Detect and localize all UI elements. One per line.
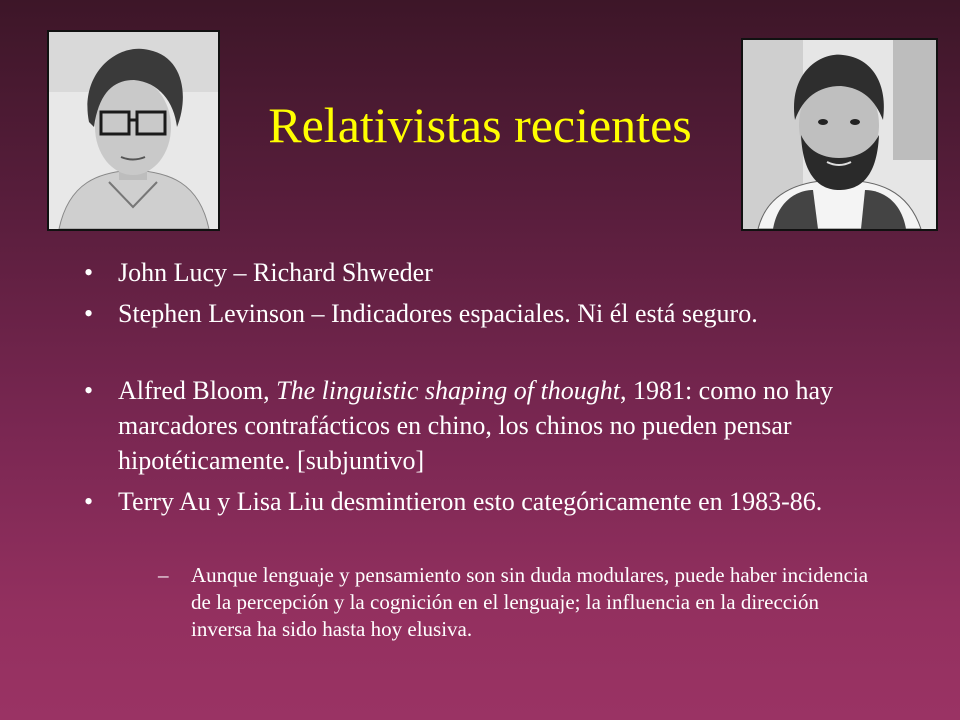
portrait-man-glasses-image (49, 32, 218, 229)
bullet-item (84, 373, 854, 478)
portrait-photo-left (47, 30, 220, 231)
bullet-item (84, 255, 854, 290)
bullet-text: Terry Au y Lisa Liu desmintieron esto categóricamente en 1983-86. (118, 487, 823, 516)
portrait-photo-right (741, 38, 938, 231)
bullet-item (84, 296, 854, 331)
sub-bullet-text: Aunque lenguaje y pensamiento son sin duda modulares, puede haber incidencia de la percepción y la cognición en el lenguaje; la influencia en la dirección inversa ha sido hasta hoy elusiva. (191, 563, 869, 641)
bullet-dot: • (84, 299, 94, 328)
bullet-text: John Lucy – Richard Shweder (118, 258, 433, 287)
portrait-man-beard-image (743, 40, 936, 229)
sub-bullet-item (158, 562, 878, 643)
sub-bullet-dash: – (158, 563, 169, 587)
bullet-text (118, 373, 854, 478)
bullet-item (84, 484, 854, 519)
book-title: The linguistic shaping of thought (276, 376, 620, 405)
bullet-text-prefix: Alfred Bloom, (118, 376, 277, 405)
bullet-text: Stephen Levinson – Indicadores espaciales. Ni él está seguro. (118, 299, 758, 328)
slide-title: Relativistas recientes (268, 97, 692, 153)
bullet-dot: • (84, 376, 94, 405)
bullet-dot: • (84, 258, 94, 287)
bullet-dot: • (84, 487, 94, 516)
bullet-text-suffix: , 1981: como no hay marcadores contrafácticos en chino, los chinos no pueden pensar hipotéticamente. [subjuntivo] (118, 376, 833, 475)
